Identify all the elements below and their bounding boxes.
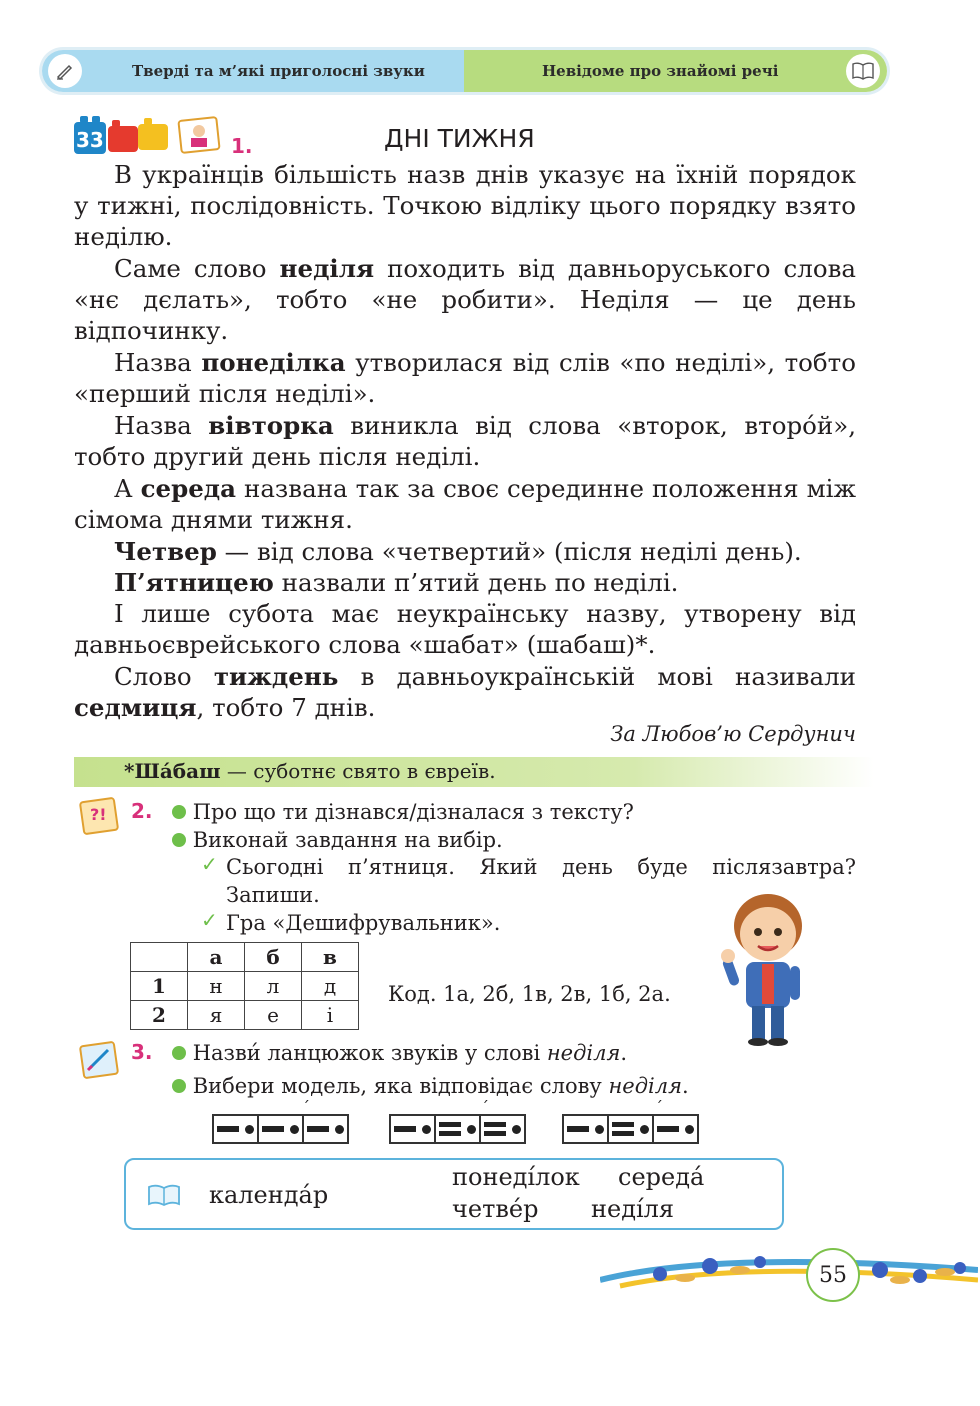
dictionary-book-icon bbox=[148, 1184, 180, 1210]
stress-mark-icon: ´ bbox=[302, 1098, 310, 1117]
table-row bbox=[131, 972, 359, 1001]
question-icon bbox=[76, 796, 122, 838]
paragraph-3: Назва понеділка утворилася від слів «по неділі», тобто «перший після неділі». bbox=[74, 348, 856, 409]
book-icon bbox=[846, 54, 880, 88]
exercise-3-bullet-2-suffix: . bbox=[682, 1074, 689, 1098]
page-number: 55 bbox=[806, 1248, 860, 1302]
table-cell: н bbox=[188, 972, 245, 1001]
vocab-word: середа́ bbox=[618, 1163, 705, 1191]
text-author: За Любов’ю Сердунич bbox=[610, 722, 856, 746]
sound-model-2[interactable] bbox=[389, 1114, 526, 1144]
exercise-2-choice-1: Сьогодні п’ятниця. Який день буде післязавтра? Запиши. bbox=[226, 855, 856, 907]
footnote bbox=[124, 759, 496, 783]
vocab-word: понеді́лок bbox=[452, 1163, 580, 1191]
table-cell: а bbox=[188, 943, 245, 972]
lesson-number: 33 bbox=[76, 128, 104, 152]
paragraph-5: А середа названа так за своє серединне положення між сімома днями тижня. bbox=[74, 474, 857, 535]
exercise-3-bullet-1-text: Назви́ ланцюжок звуків у слові bbox=[192, 1041, 547, 1065]
table-cell: д bbox=[302, 972, 359, 1001]
vocab-word: неді́ля bbox=[591, 1195, 675, 1223]
sound-model-1[interactable] bbox=[212, 1114, 349, 1144]
writing-icon bbox=[76, 1040, 122, 1082]
paragraph-6: Четвер — від слова «четвертий» (після неділі день). bbox=[114, 537, 802, 566]
table-cell: е bbox=[245, 1001, 302, 1030]
checkmark-icon: ✓ bbox=[201, 908, 218, 932]
stress-mark-icon: ´ bbox=[655, 1098, 663, 1117]
page-header bbox=[42, 50, 887, 92]
exercise-3-bullet-2 bbox=[172, 1072, 689, 1100]
bullet-icon bbox=[172, 805, 186, 819]
reading-icon bbox=[176, 116, 222, 156]
exercise-3-bullet-2-word: неділя bbox=[608, 1074, 683, 1098]
exercise-2-bullet-1 bbox=[172, 798, 634, 826]
cipher-code: Код. 1а, 2б, 1в, 2в, 1б, 2а. bbox=[388, 982, 671, 1006]
footnote-term: *Ша́баш bbox=[124, 759, 221, 783]
table-cell bbox=[131, 943, 188, 972]
footnote-definition: — суботнє свято в євреїв. bbox=[220, 759, 496, 783]
paragraph-9: Слово тиждень в давньоукраїнській мові називали седмиця, тобто 7 днів. bbox=[74, 662, 856, 723]
exercise-3-number: 3. bbox=[131, 1040, 153, 1064]
table-header-row bbox=[131, 943, 359, 972]
flower-wreath-decoration bbox=[600, 1240, 978, 1312]
table-cell: 1 bbox=[131, 972, 188, 1001]
table-cell: б bbox=[245, 943, 302, 972]
paragraph-4: Назва вівторка виникла від слова «второк, второ́й», тобто другий день після неділі. bbox=[74, 411, 856, 472]
table-row bbox=[131, 1001, 359, 1030]
boy-illustration bbox=[718, 892, 818, 1048]
exercise-1-number: 1. bbox=[231, 134, 253, 158]
paragraph-8: І лише субота має неукраїнську назву, утворену від давньоєврейського слова «шабат» (шабаш)*. bbox=[74, 599, 856, 660]
sound-model-3[interactable] bbox=[562, 1114, 699, 1144]
header-section-title: Невідоме про знайомі речі bbox=[542, 62, 779, 80]
table-cell: в bbox=[302, 943, 359, 972]
table-cell: л bbox=[245, 972, 302, 1001]
exercise-3-bullet-1-suffix: . bbox=[620, 1041, 628, 1065]
exercise-3-bullet-1-word: неділя bbox=[546, 1041, 621, 1065]
exercise-3-bullet-1 bbox=[172, 1039, 627, 1067]
table-cell: я bbox=[188, 1001, 245, 1030]
stress-mark-icon: ´ bbox=[481, 1098, 489, 1117]
vocab-word: календа́р bbox=[209, 1181, 329, 1209]
exercise-2-number: 2. bbox=[131, 799, 153, 823]
paragraph-2: Саме слово неділя походить від давньоруського слова «нє дєлать», тобто «не робити». Неділя — це день відпочинку. bbox=[74, 254, 856, 346]
paragraph-7: П’ятницею назвали п’ятий день по неділі. bbox=[114, 568, 679, 597]
table-cell: і bbox=[302, 1001, 359, 1030]
exercise-2-choice-2: Гра «Дешифрувальник». bbox=[226, 911, 501, 935]
exercise-3-bullet-2-text: Вибери модель, яка відповідає слову bbox=[192, 1074, 609, 1098]
pen-icon bbox=[48, 54, 82, 88]
exercise-2-bullet-2 bbox=[172, 826, 503, 854]
svg-text:?!: ?! bbox=[90, 805, 107, 824]
exercise-1-title: ДНІ ТИЖНЯ bbox=[384, 124, 535, 153]
exercise-2-bullet-1-text: Про що ти дізнався/дізналася з тексту? bbox=[192, 800, 634, 824]
header-topic-title: Тверді та м’які приголосні звуки bbox=[132, 62, 425, 80]
cipher-table bbox=[130, 942, 359, 1030]
bullet-icon bbox=[172, 833, 186, 847]
vocab-word: четве́р bbox=[452, 1195, 539, 1223]
table-cell: 2 bbox=[131, 1001, 188, 1030]
bullet-icon bbox=[172, 1079, 186, 1093]
exercise-2-bullet-2-text: Виконай завдання на вибір. bbox=[192, 828, 503, 852]
paragraph-1: В українців більшість назв днів указує на їхній порядок у тижні, послідовність. Точкою відліку цього порядку взято неділю. bbox=[74, 160, 856, 252]
bullet-icon bbox=[172, 1046, 186, 1060]
checkmark-icon: ✓ bbox=[201, 852, 218, 876]
